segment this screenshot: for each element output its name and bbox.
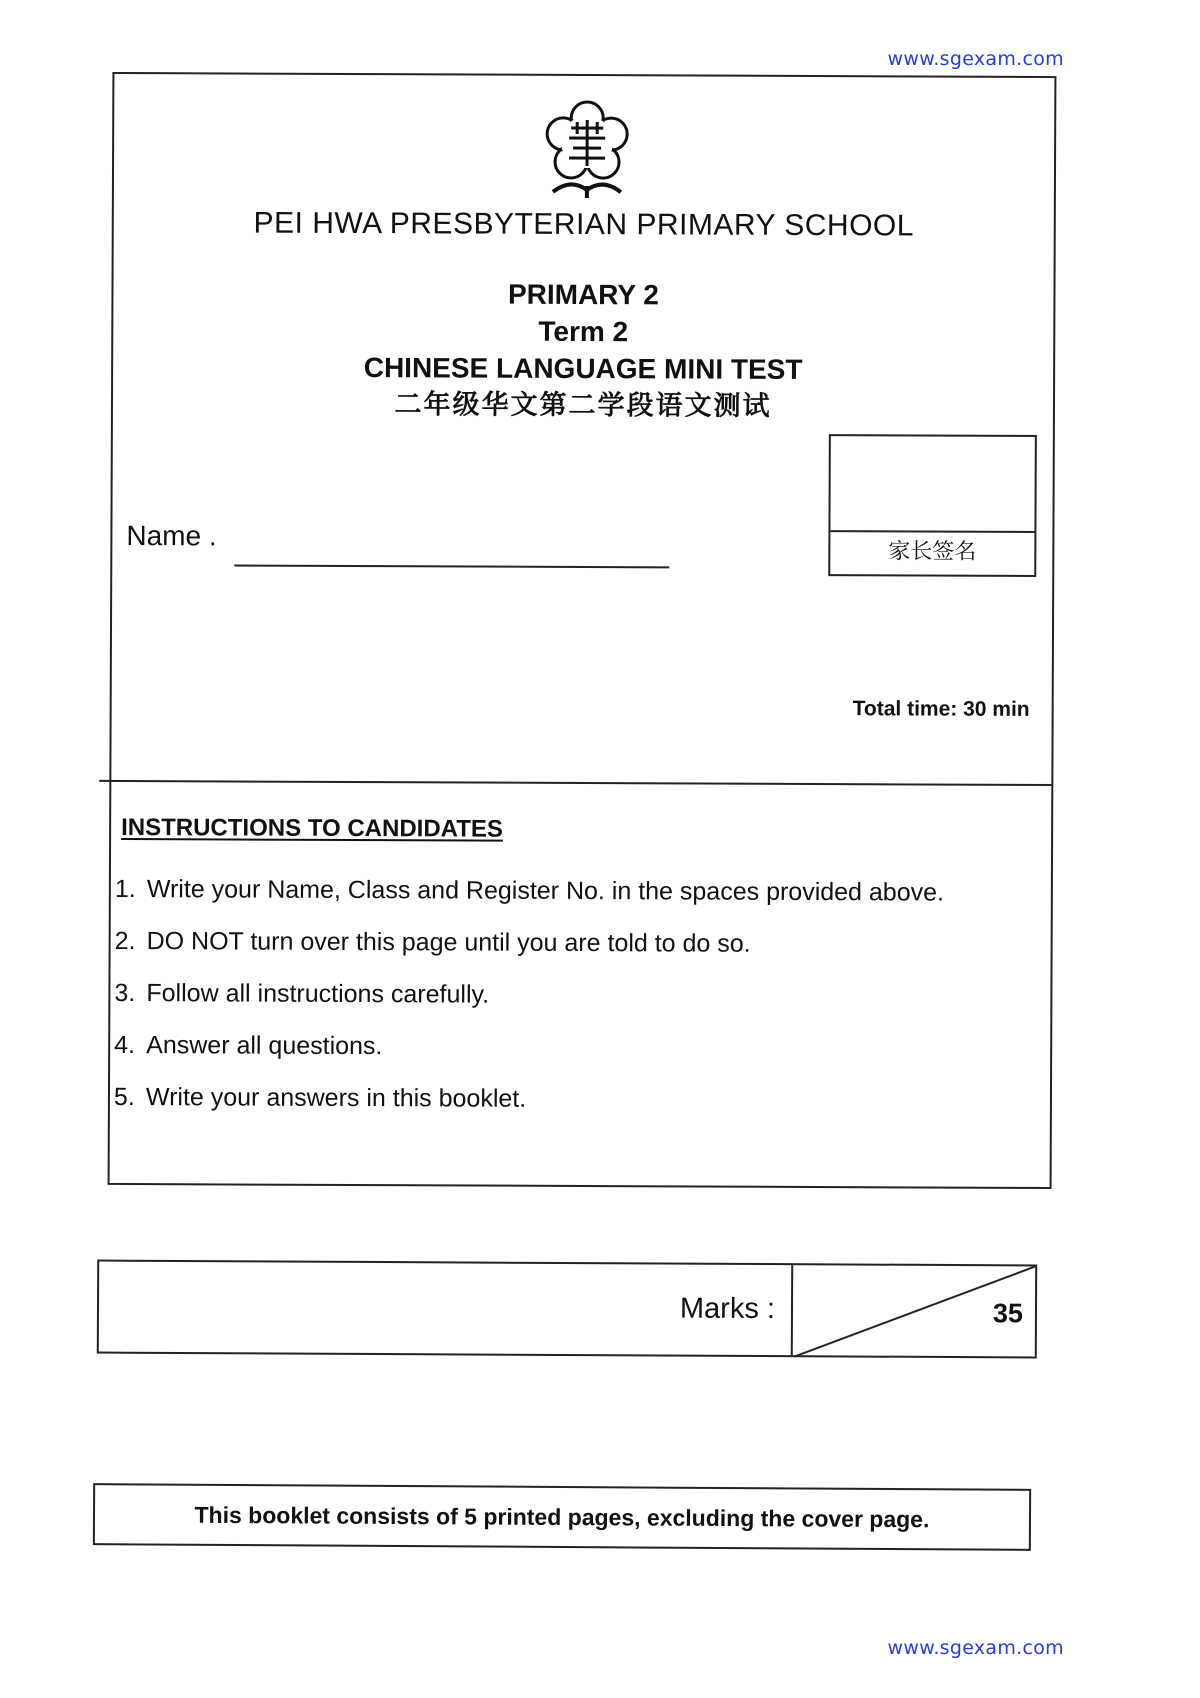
parent-signature-box[interactable]	[828, 434, 1037, 577]
item-text: Follow all instructions carefully.	[146, 979, 490, 1009]
item-number: 1.	[114, 874, 136, 904]
chinese-title: 二年级华文第二学段语文测试	[394, 389, 772, 422]
list-item	[114, 978, 974, 1012]
instructions-heading: INSTRUCTIONS TO CANDIDATES	[121, 813, 503, 843]
school-logo-icon	[539, 92, 635, 202]
item-text: Write your Name, Class and Register No. in the spaces provided above.	[146, 875, 945, 907]
list-item	[115, 926, 975, 960]
item-text: Answer all questions.	[146, 1031, 383, 1061]
instructions-list	[114, 874, 975, 1138]
level-heading: PRIMARY 2	[507, 278, 660, 311]
list-item	[114, 1030, 974, 1064]
section-divider	[99, 780, 1051, 786]
item-number: 5.	[113, 1082, 135, 1112]
school-name: PEI HWA PRESBYTERIAN PRIMARY SCHOOL	[253, 206, 915, 243]
item-text: Write your answers in this booklet.	[145, 1083, 527, 1113]
marks-box	[97, 1260, 1037, 1359]
term-heading: Term 2	[538, 315, 629, 348]
title-block	[113, 274, 1054, 426]
item-text: DO NOT turn over this page until you are told to do so.	[146, 927, 751, 958]
marks-score-cell[interactable]	[791, 1265, 1035, 1356]
watermark-top: www.sgexam.com	[887, 48, 1064, 70]
total-time: Total time: 30 min	[852, 697, 1030, 721]
marks-label: Marks :	[679, 1292, 776, 1326]
list-item	[114, 1082, 974, 1116]
list-item	[115, 874, 975, 908]
name-input-line[interactable]	[234, 564, 669, 568]
marks-total: 35	[992, 1298, 1024, 1329]
watermark-bottom: www.sgexam.com	[887, 1637, 1064, 1659]
item-number: 2.	[114, 926, 136, 956]
item-number: 3.	[114, 978, 136, 1008]
item-number: 4.	[114, 1030, 136, 1060]
name-label: Name .	[126, 520, 217, 552]
parent-signature-label: 家长签名	[830, 530, 1034, 575]
footer-note: This booklet consists of 5 printed pages, excluding the cover page.	[93, 1483, 1031, 1551]
cover-box	[108, 72, 1057, 1189]
subject-heading: CHINESE LANGUAGE MINI TEST	[363, 352, 803, 385]
